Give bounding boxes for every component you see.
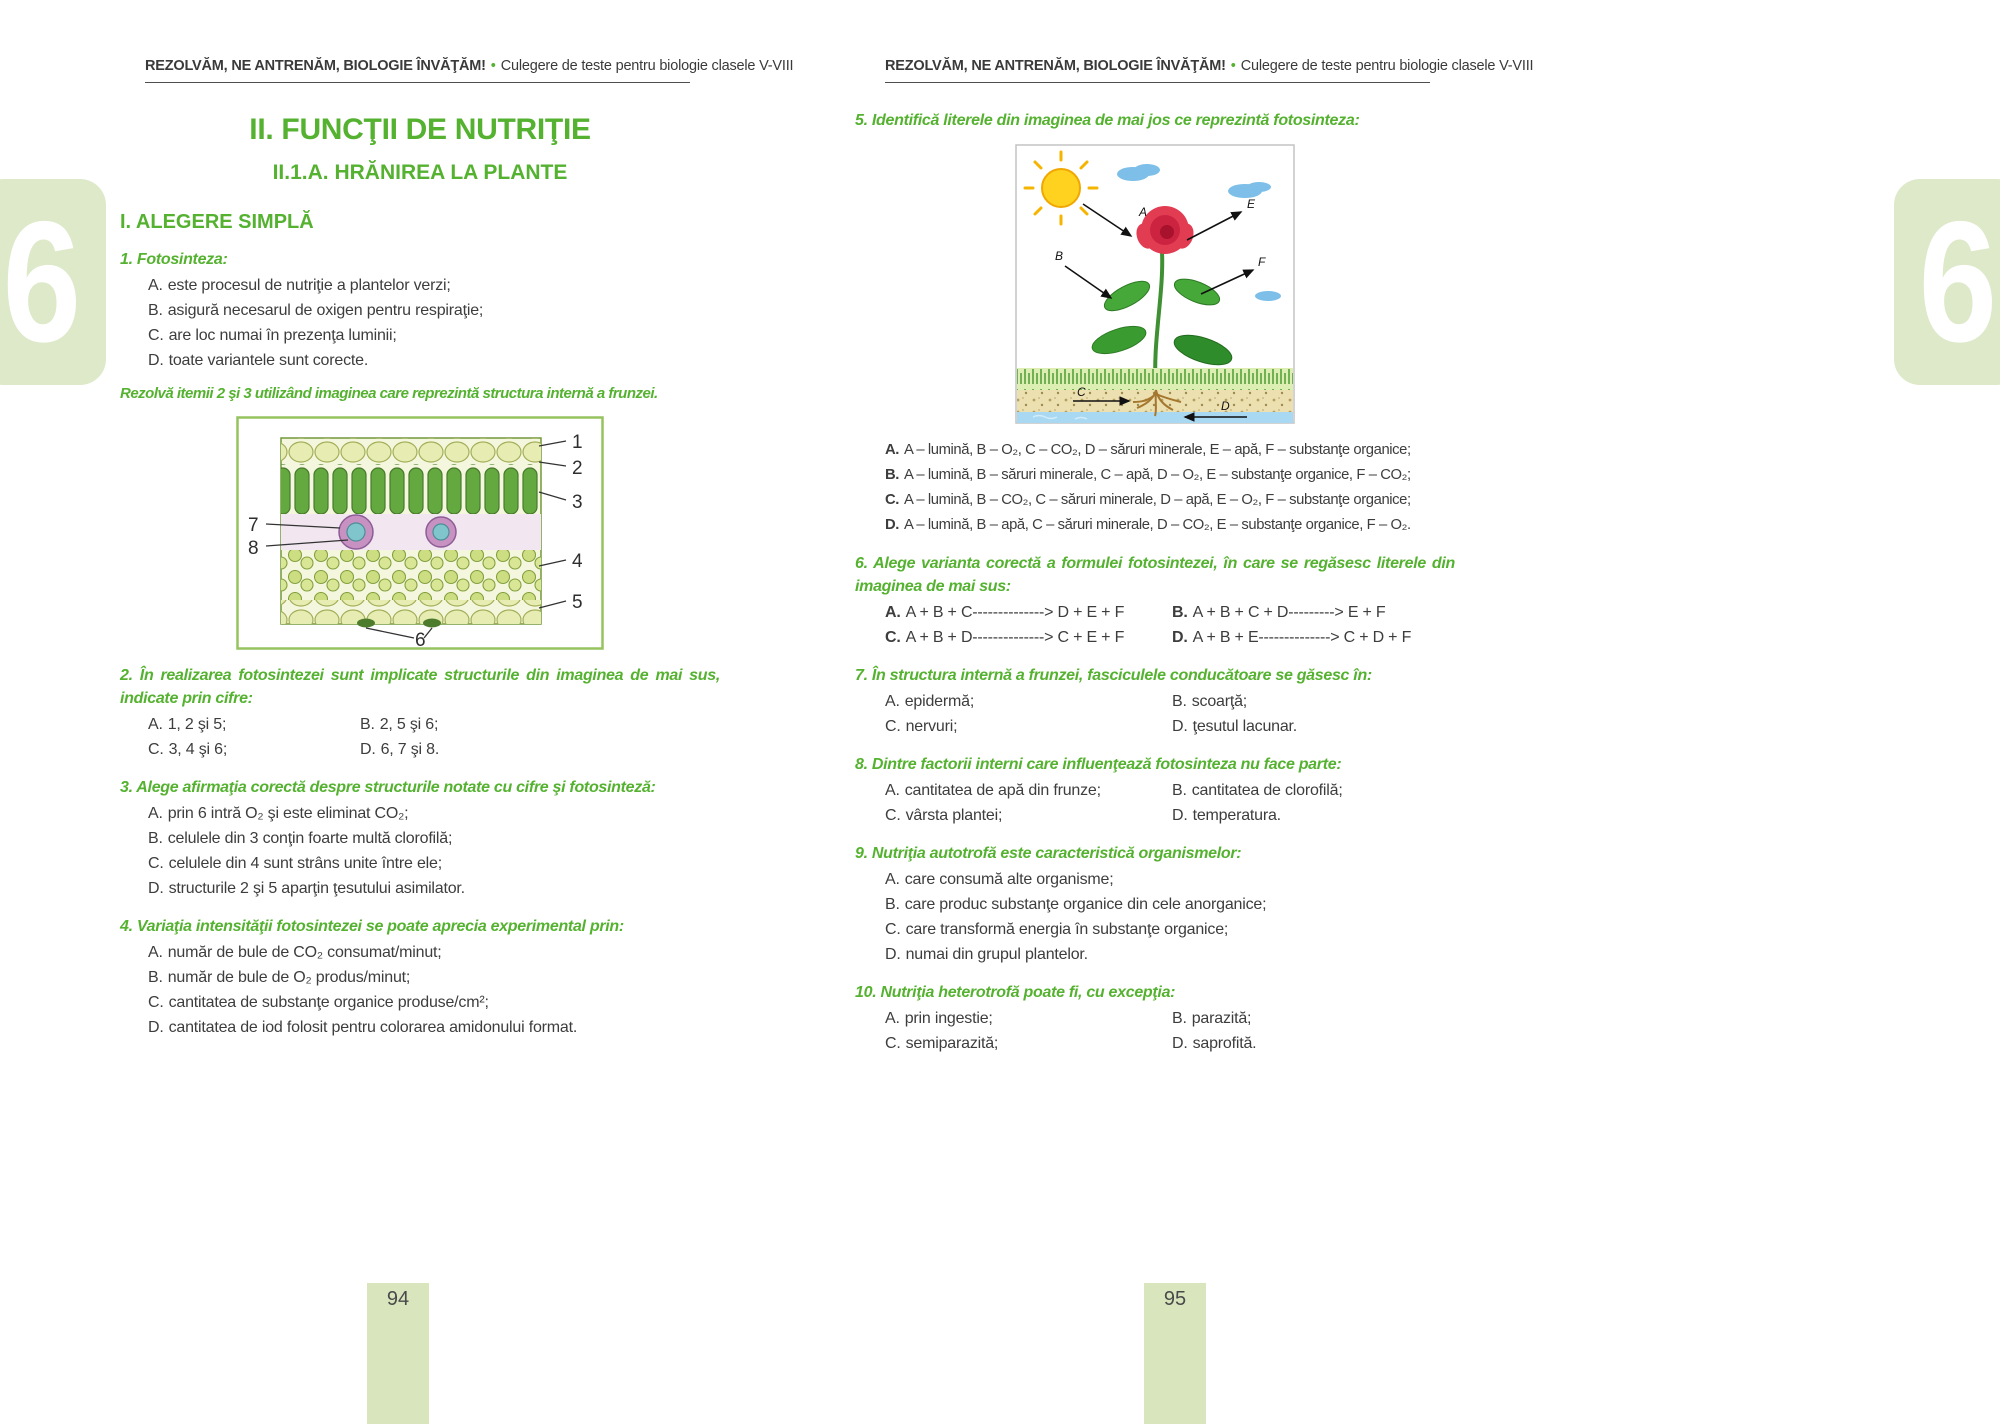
- option-label: D.: [885, 946, 901, 963]
- option-label: A.: [885, 442, 899, 458]
- chapter-tab-left: [0, 179, 106, 385]
- question-heading: 2. În realizarea fotosintezei sunt implicate structurile din imaginea de mai sus, indicate prin cifre:: [120, 667, 720, 707]
- header-subtitle: Culegere de teste pentru biologie clasele V-VIII: [1240, 58, 1534, 74]
- header-bullet: •: [490, 58, 496, 74]
- question-2: [120, 664, 720, 762]
- option-text: temperatura.: [1192, 807, 1281, 824]
- option-label: B.: [1172, 604, 1188, 621]
- figure-photosynthesis: [1015, 144, 1295, 424]
- figure-label: 8: [248, 538, 259, 559]
- option: [148, 298, 720, 323]
- option-label: D.: [148, 1019, 164, 1036]
- option: [885, 714, 1172, 739]
- question-heading: 8. Dintre factorii interni care influenţează fotosinteza nu face parte:: [855, 756, 1342, 773]
- option: [148, 348, 720, 373]
- option: [885, 438, 1455, 463]
- option: [148, 990, 720, 1015]
- option: [885, 942, 1455, 967]
- figure-label: 5: [572, 592, 583, 613]
- figure-letter: E: [1247, 197, 1256, 211]
- option-text: cantitatea de clorofilă;: [1191, 782, 1343, 799]
- option: [885, 625, 1172, 650]
- options-grid: [148, 712, 720, 762]
- figure-letter: B: [1055, 249, 1064, 263]
- question-7: [855, 664, 1455, 739]
- option-label: A.: [885, 871, 900, 888]
- option-text: număr de bule de CO₂ consumat/minut;: [167, 944, 442, 961]
- option: [148, 323, 720, 348]
- question-5: [855, 109, 1455, 538]
- question-6: [855, 552, 1455, 650]
- chapter-title: II. FUNCŢII DE NUTRIŢIE: [249, 113, 591, 146]
- option: [148, 273, 720, 298]
- option: [1172, 600, 1455, 625]
- option-text: structurile 2 şi 5 aparţin ţesutului asimilator.: [168, 880, 465, 897]
- option-label: D.: [1172, 1035, 1188, 1052]
- option-label: B.: [148, 830, 163, 847]
- option-text: celulele din 3 conţin foarte multă clorofilă;: [167, 830, 453, 847]
- option-label: B.: [1172, 693, 1187, 710]
- option: [885, 689, 1172, 714]
- options-grid: [885, 1006, 1455, 1056]
- option-label: B.: [1172, 1010, 1187, 1027]
- option-text: care produc substanţe organice din cele anorganice;: [904, 896, 1267, 913]
- page-number: 95: [1163, 1288, 1187, 1310]
- option: [1172, 803, 1455, 828]
- option: [885, 892, 1455, 917]
- option: [148, 737, 360, 762]
- option-label: A.: [885, 1010, 900, 1027]
- option-text: 1, 2 şi 5;: [167, 716, 227, 733]
- option: [885, 778, 1172, 803]
- instruction-note: Rezolvă itemii 2 şi 3 utilizând imaginea care reprezintă structura internă a frunzei.: [120, 385, 658, 402]
- option: [148, 801, 720, 826]
- option: [1172, 1031, 1455, 1056]
- question-heading: 1. Fotosinteza:: [120, 251, 228, 268]
- question-10: [855, 981, 1455, 1056]
- option-label: B.: [885, 896, 900, 913]
- options-list: [148, 273, 720, 373]
- option-text: 6, 7 şi 8.: [380, 741, 440, 758]
- option: [885, 600, 1172, 625]
- option: [360, 737, 720, 762]
- chapter-tab-right: [1894, 179, 2000, 385]
- page-number: 94: [386, 1288, 410, 1310]
- option-text: ţesutul lacunar.: [1192, 718, 1298, 735]
- option: [148, 876, 720, 901]
- options-grid: [885, 778, 1455, 828]
- option-text: A + B + C + D---------> E + F: [1192, 604, 1386, 621]
- option-text: A + B + D--------------> C + E + F: [905, 629, 1125, 646]
- option-label: D.: [885, 517, 899, 533]
- option-text: saprofită.: [1192, 1035, 1257, 1052]
- option-text: cantitatea de substanţe organice produse/cm²;: [168, 994, 489, 1011]
- option-label: C.: [148, 741, 164, 758]
- option: [885, 513, 1455, 538]
- option-label: C.: [885, 718, 901, 735]
- option-label: A.: [885, 782, 900, 799]
- header-title: REZOLVĂM, NE ANTRENĂM, BIOLOGIE ÎNVĂŢĂM!: [885, 58, 1226, 74]
- option-text: asigură necesarul de oxigen pentru respiraţie;: [167, 302, 484, 319]
- options-list: [148, 940, 720, 1040]
- option-text: vârsta plantei;: [905, 807, 1003, 824]
- page-number-band-right: [1144, 1283, 1206, 1424]
- question-8: [855, 753, 1455, 828]
- option: [148, 826, 720, 851]
- question-3: [120, 776, 720, 901]
- figure-label: 3: [572, 492, 583, 513]
- option: [148, 1015, 720, 1040]
- figure-leaf-cross-section: [236, 416, 604, 650]
- option-text: A + B + E--------------> C + D + F: [1192, 629, 1412, 646]
- option-text: A – lumină, B – O₂, C – CO₂, D – săruri minerale, E – apă, F – substanţe organice;: [904, 442, 1411, 458]
- option-text: A – lumină, B – săruri minerale, C – apă, D – O₂, E – substanţe organice, F – CO₂;: [904, 467, 1411, 483]
- option-text: are loc numai în prezenţa luminii;: [168, 327, 397, 344]
- option-label: A.: [148, 716, 163, 733]
- option-text: cantitatea de iod folosit pentru colorarea amidonului format.: [168, 1019, 578, 1036]
- question-heading: 10. Nutriţia heterotrofă poate fi, cu excepţia:: [855, 984, 1176, 1001]
- option: [1172, 778, 1455, 803]
- option-label: A.: [885, 604, 901, 621]
- option-text: toate variantele sunt corecte.: [168, 352, 369, 369]
- figure-letter: A: [1139, 205, 1148, 219]
- option: [1172, 625, 1455, 650]
- question-9: [855, 842, 1455, 967]
- option-text: numai din grupul plantelor.: [905, 946, 1088, 963]
- option-text: număr de bule de O₂ produs/minut;: [167, 969, 411, 986]
- option-text: epidermă;: [904, 693, 975, 710]
- chapter-number: 6: [2, 186, 82, 378]
- option: [885, 1006, 1172, 1031]
- figure-label: 4: [572, 551, 583, 572]
- option-text: A – lumină, B – apă, C – săruri minerale, D – CO₂, E – substanţe organice, F – O₂.: [904, 517, 1411, 533]
- option-text: cantitatea de apă din frunze;: [904, 782, 1101, 799]
- question-4: [120, 915, 720, 1040]
- option: [148, 965, 720, 990]
- option-label: C.: [885, 629, 901, 646]
- option: [148, 851, 720, 876]
- chapter-subtitle: II.1.A. HRĂNIREA LA PLANTE: [272, 161, 568, 184]
- question-heading: 6. Alege varianta corectă a formulei fotosintezei, în care se regăsesc literele din imaginea de mai sus:: [855, 555, 1455, 595]
- option-label: B.: [148, 302, 163, 319]
- options-grid: [885, 689, 1455, 739]
- option-label: A.: [148, 277, 163, 294]
- option-label: D.: [1172, 718, 1188, 735]
- page-left: [120, 0, 794, 1040]
- question-heading: 9. Nutriţia autotrofă este caracteristică organismelor:: [855, 845, 1242, 862]
- option-text: parazită;: [1191, 1010, 1252, 1027]
- option-text: 3, 4 şi 6;: [168, 741, 228, 758]
- option-label: C.: [148, 855, 164, 872]
- option-text: prin ingestie;: [904, 1010, 993, 1027]
- option: [1172, 1006, 1455, 1031]
- header-subtitle: Culegere de teste pentru biologie clasele V-VIII: [500, 58, 794, 74]
- page-right: [855, 0, 1534, 1056]
- option-label: C.: [885, 807, 901, 824]
- option-label: D.: [360, 741, 376, 758]
- option-text: semiparazită;: [905, 1035, 999, 1052]
- option-text: nervuri;: [905, 718, 958, 735]
- option: [885, 1031, 1172, 1056]
- option: [148, 712, 360, 737]
- option-text: care transformă energia în substanţe organice;: [905, 921, 1229, 938]
- figure-label: 7: [248, 515, 259, 536]
- question-1: [120, 248, 720, 373]
- question-heading: 3. Alege afirmaţia corectă despre structurile notate cu cifre şi fotosinteză:: [120, 779, 656, 796]
- figure-letter: D: [1221, 399, 1230, 413]
- option: [885, 803, 1172, 828]
- options-list: [885, 867, 1455, 967]
- running-header: [145, 58, 794, 83]
- option-text: 2, 5 şi 6;: [379, 716, 439, 733]
- leaf-section-illustration: [281, 438, 541, 628]
- option-label: B.: [885, 467, 899, 483]
- page-number-band-left: [367, 1283, 429, 1424]
- options-list: [885, 438, 1455, 538]
- header-title: REZOLVĂM, NE ANTRENĂM, BIOLOGIE ÎNVĂŢĂM!: [145, 58, 486, 74]
- option: [885, 463, 1455, 488]
- option-label: D.: [148, 352, 164, 369]
- option: [148, 940, 720, 965]
- question-heading: 4. Variaţia intensităţii fotosintezei se poate aprecia experimental prin:: [120, 918, 624, 935]
- grass-band: [1017, 368, 1293, 390]
- option-label: D.: [1172, 807, 1188, 824]
- option-label: C.: [885, 921, 901, 938]
- option-text: este procesul de nutriţie a plantelor verzi;: [167, 277, 451, 294]
- question-heading: 5. Identifică literele din imaginea de mai jos ce reprezintă fotosinteza:: [855, 112, 1360, 129]
- option-text: A – lumină, B – CO₂, C – săruri minerale, D – apă, E – O₂, F – substanţe organice;: [904, 492, 1411, 508]
- option: [885, 917, 1455, 942]
- figure-letter: F: [1258, 255, 1266, 269]
- option-label: A.: [148, 805, 163, 822]
- running-header: [885, 58, 1534, 83]
- option: [1172, 689, 1455, 714]
- header-bullet: •: [1230, 58, 1236, 74]
- option-label: B.: [148, 969, 163, 986]
- option-label: B.: [360, 716, 375, 733]
- option-label: C.: [148, 327, 164, 344]
- options-list: [148, 801, 720, 901]
- option-label: C.: [885, 492, 899, 508]
- option-label: D.: [1172, 629, 1188, 646]
- option-label: C.: [148, 994, 164, 1011]
- option: [885, 488, 1455, 513]
- chapter-number: 6: [1918, 186, 1998, 378]
- figure-label: 6: [415, 630, 426, 650]
- option-label: D.: [148, 880, 164, 897]
- option-text: celulele din 4 sunt strâns unite între ele;: [168, 855, 442, 872]
- figure-label: 1: [572, 432, 583, 453]
- option-label: A.: [148, 944, 163, 961]
- option: [1172, 714, 1455, 739]
- option-label: C.: [885, 1035, 901, 1052]
- figure-label: 2: [572, 458, 583, 479]
- option-label: B.: [1172, 782, 1187, 799]
- option: [885, 867, 1455, 892]
- option: [360, 712, 720, 737]
- option-text: prin 6 intră O₂ şi este eliminat CO₂;: [167, 805, 409, 822]
- section-heading: I. ALEGERE SIMPLĂ: [120, 211, 314, 233]
- options-grid: [885, 600, 1455, 650]
- option-text: care consumă alte organisme;: [904, 871, 1114, 888]
- figure-letter: C: [1077, 385, 1086, 399]
- option-text: scoarţă;: [1191, 693, 1248, 710]
- question-heading: 7. În structura internă a frunzei, fasciculele conducătoare se găsesc în:: [855, 667, 1372, 684]
- option-label: A.: [885, 693, 900, 710]
- option-text: A + B + C--------------> D + E + F: [905, 604, 1125, 621]
